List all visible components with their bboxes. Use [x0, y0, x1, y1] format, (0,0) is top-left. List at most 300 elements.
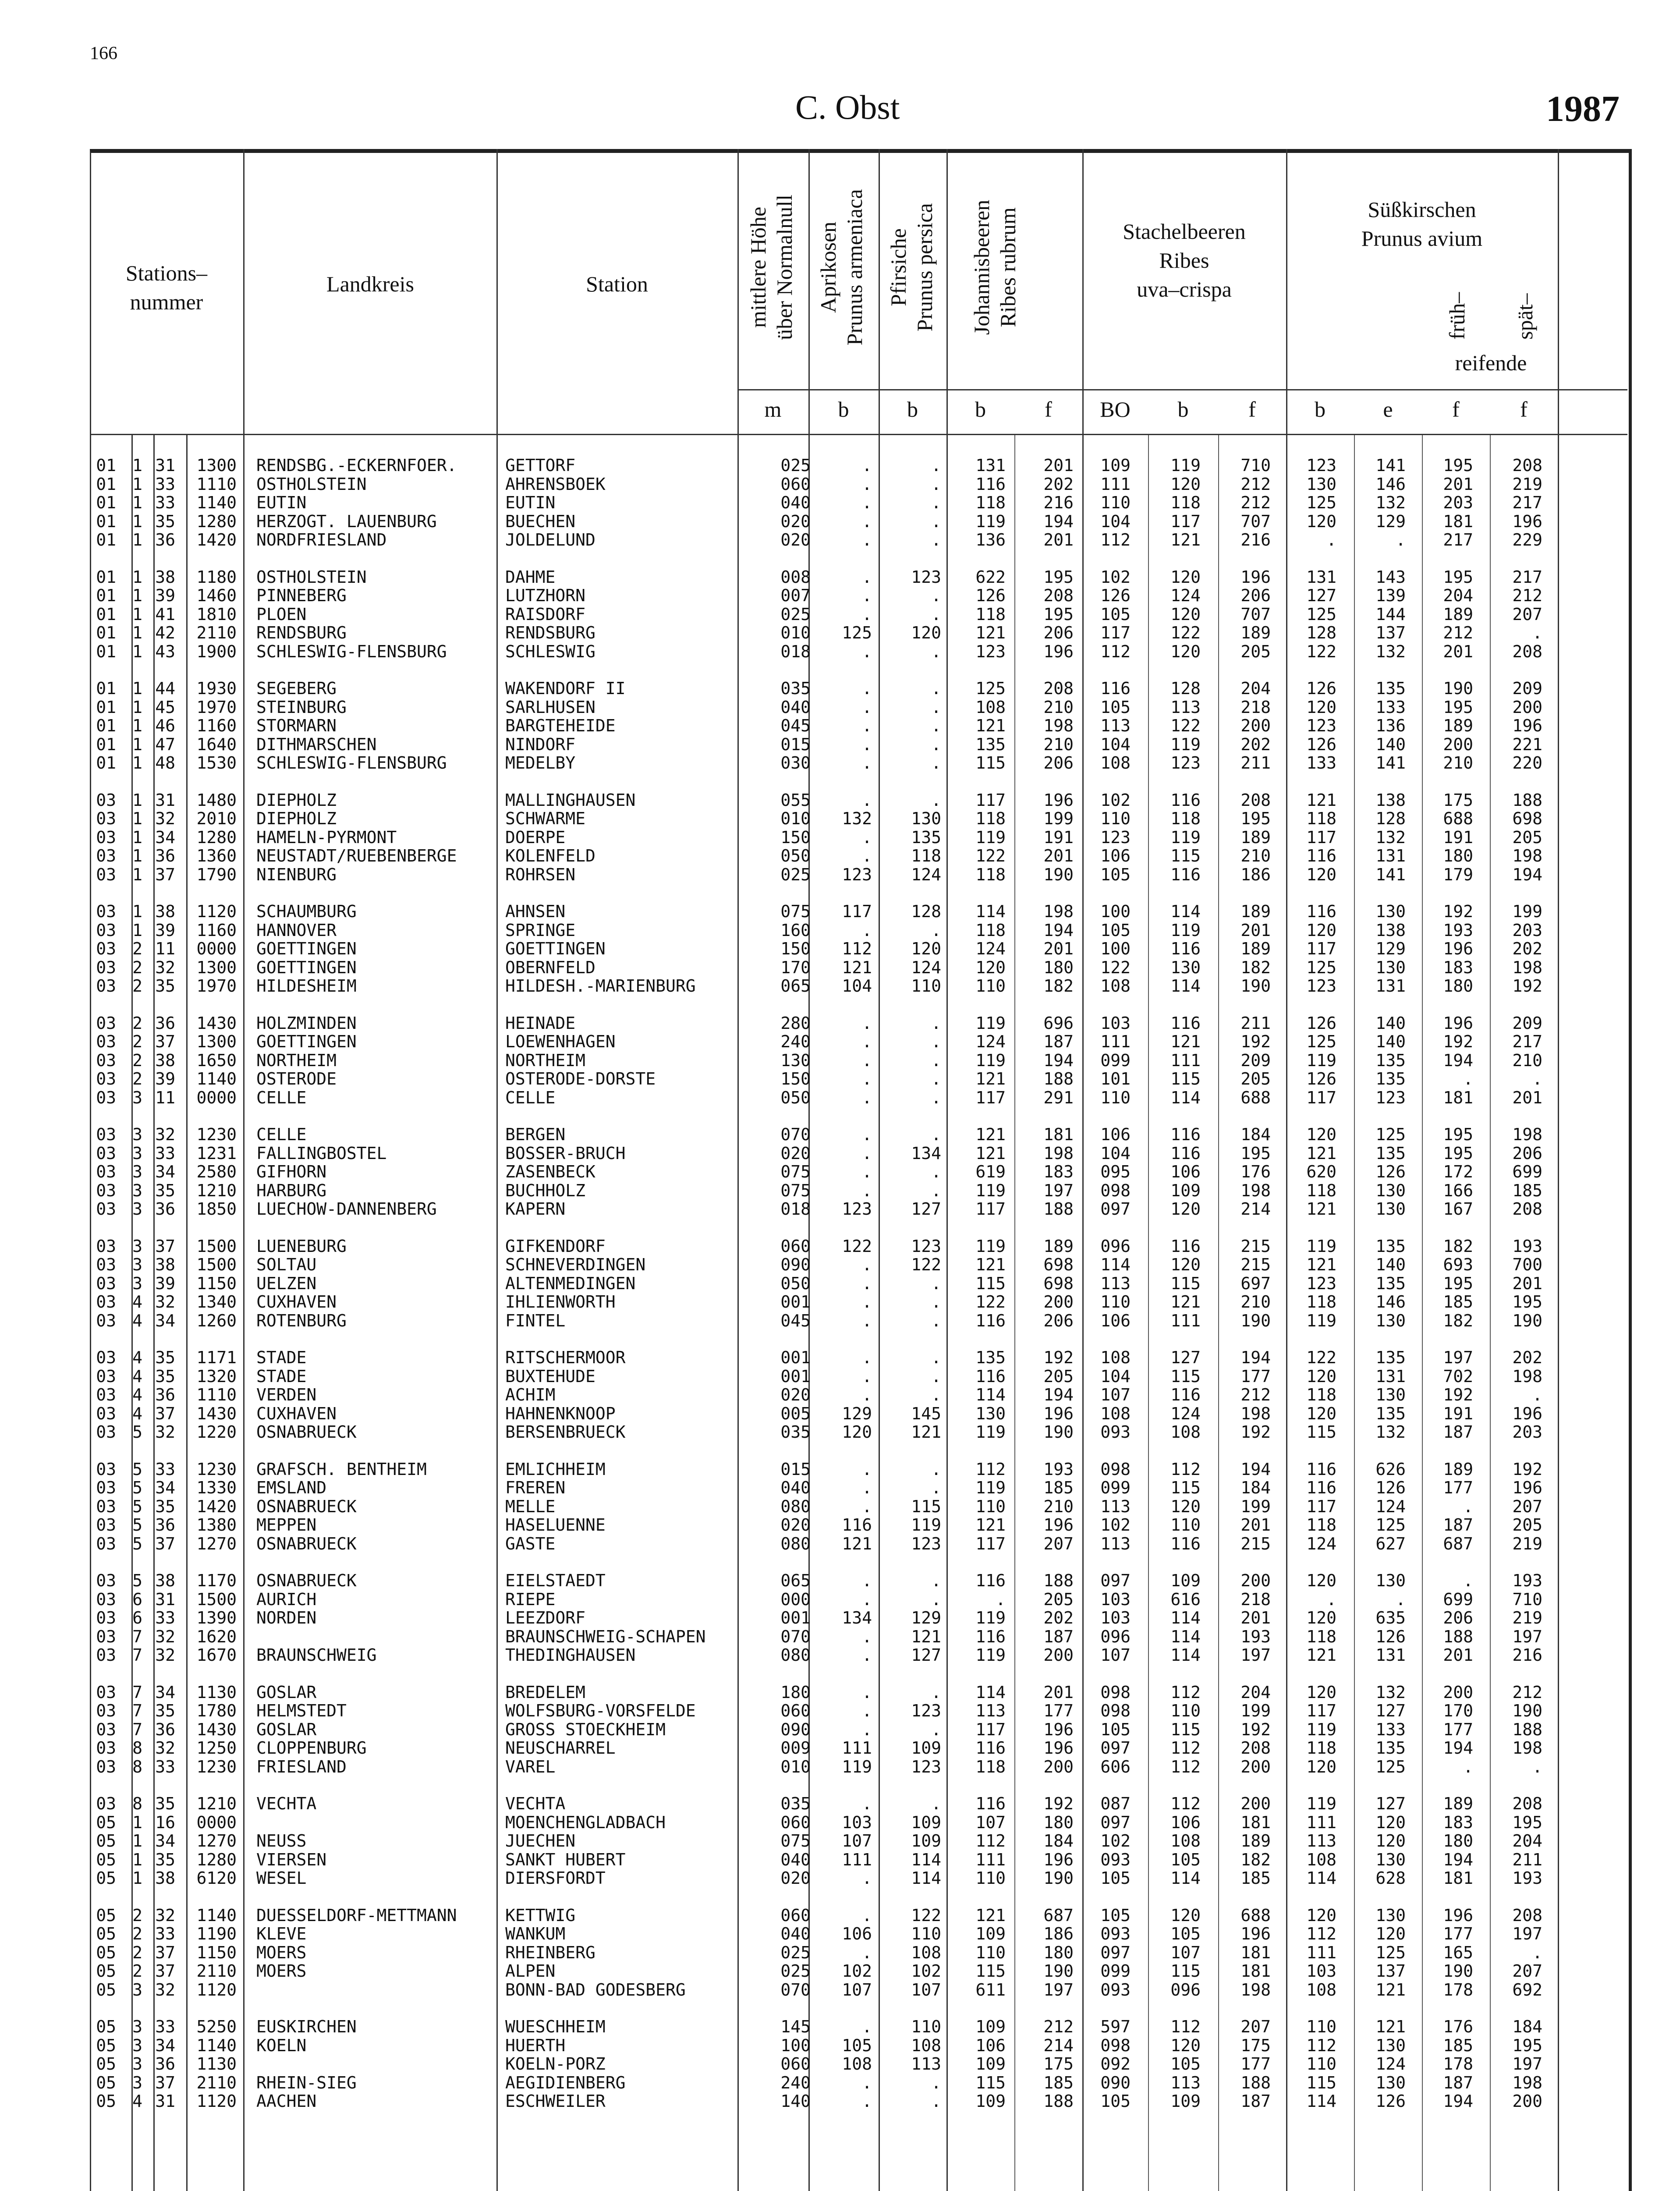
cell-station: AEGIDIENBERG	[505, 2073, 626, 2092]
cell-nr: 1210	[196, 1181, 237, 1200]
cell-land: 03	[96, 846, 116, 865]
table-row	[92, 1273, 1542, 1293]
cell-landkreis: DITHMARSCHEN	[256, 734, 377, 754]
cell-kirsch-b: 117	[1306, 1496, 1336, 1516]
cell-nr: 1430	[196, 1404, 237, 1423]
cell-station: HAHNENKNOOP	[505, 1404, 616, 1423]
cell-station: DIERSFORDT	[505, 1868, 606, 1888]
cell-stachel-b: 106	[1170, 1812, 1201, 1832]
cell-johannis-f: 202	[1043, 474, 1074, 494]
cell-kreis: 32	[155, 1645, 175, 1665]
cell-aprikosen: 105	[842, 2035, 872, 2055]
cell-pfirsiche: .	[931, 530, 941, 550]
cell-station: HILDESH.-MARIENBURG	[505, 976, 696, 996]
row-group	[92, 1459, 1542, 1553]
cell-station: NINDORF	[505, 734, 576, 754]
cell-aprikosen: .	[862, 1032, 872, 1051]
cell-bezirk: 7	[132, 1701, 142, 1720]
cell-johannis-f: 201	[1043, 846, 1074, 865]
cell-land: 05	[96, 1850, 116, 1869]
cell-stachel-b: 110	[1170, 1701, 1201, 1720]
cell-johannis-b: 611	[975, 1980, 1006, 2000]
cell-land: 03	[96, 1496, 116, 1516]
cell-johannis-b: 110	[975, 976, 1006, 996]
cell-hoehe: 040	[780, 493, 811, 512]
cell-pfirsiche: 113	[911, 2054, 941, 2074]
cell-johannis-f: 199	[1043, 809, 1074, 828]
cell-kreis: 37	[155, 1943, 175, 1962]
cell-landkreis: NORTHEIM	[256, 1050, 337, 1070]
cell-stachel-bo: 110	[1100, 809, 1131, 828]
cell-hoehe: 035	[780, 679, 811, 698]
cell-johannis-b: 117	[975, 790, 1006, 810]
cell-stachel-b: 120	[1170, 474, 1201, 494]
cell-stachel-f: 184	[1241, 1125, 1271, 1144]
cell-landkreis: STADE	[256, 1366, 307, 1386]
cell-pfirsiche: .	[931, 1311, 941, 1330]
cell-johannis-f: 208	[1043, 586, 1074, 605]
cell-kirsch-f2: 197	[1512, 1627, 1542, 1646]
cell-bezirk: 8	[132, 1738, 142, 1758]
cell-hoehe: 170	[780, 957, 811, 977]
cell-johannis-f: 206	[1043, 753, 1074, 773]
cell-station: GROSS STOECKHEIM	[505, 1719, 666, 1739]
cell-aprikosen: .	[862, 679, 872, 698]
cell-bezirk: 2	[132, 976, 142, 996]
cell-johannis-b: 622	[975, 567, 1006, 587]
page-number: 166	[90, 43, 117, 64]
table-row	[92, 586, 1542, 605]
cell-nr: 1120	[196, 2092, 237, 2111]
cell-kirsch-e: 135	[1375, 1236, 1406, 1256]
cell-johannis-f: 196	[1043, 642, 1074, 661]
cell-pfirsiche: 123	[911, 1534, 941, 1553]
cell-johannis-b: 115	[975, 1961, 1006, 1981]
cell-hoehe: 001	[780, 1608, 811, 1627]
cell-nr: 1231	[196, 1143, 237, 1163]
cell-kirsch-b: 120	[1306, 1682, 1336, 1702]
cell-stachel-bo: 102	[1100, 1515, 1131, 1535]
cell-johannis-b: 109	[975, 1924, 1006, 1943]
cell-pfirsiche: 123	[911, 1701, 941, 1720]
cell-stachel-bo: 096	[1100, 1236, 1131, 1256]
cell-kirsch-f2: 192	[1512, 976, 1542, 996]
cell-johannis-b: 113	[975, 1701, 1006, 1720]
table-row	[92, 939, 1542, 958]
cell-johannis-f: 200	[1043, 1292, 1074, 1312]
cell-johannis-b: 136	[975, 530, 1006, 550]
cell-pfirsiche: 102	[911, 1961, 941, 1981]
cell-kirsch-f2: 208	[1512, 1199, 1542, 1219]
row-group	[92, 1794, 1542, 1888]
cell-kirsch-e: 135	[1375, 1273, 1406, 1293]
cell-station: ALTENMEDINGEN	[505, 1273, 636, 1293]
cell-land: 03	[96, 1738, 116, 1758]
cell-bezirk: 5	[132, 1515, 142, 1535]
cell-hoehe: 001	[780, 1366, 811, 1386]
cell-landkreis: OSNABRUECK	[256, 1534, 357, 1553]
cell-hoehe: 007	[780, 586, 811, 605]
cell-kreis: 31	[155, 2092, 175, 2111]
cell-stachel-b: 118	[1170, 809, 1201, 828]
cell-pfirsiche: 119	[911, 1515, 941, 1535]
cell-pfirsiche: 115	[911, 1496, 941, 1516]
table-row	[92, 2073, 1542, 2092]
cell-kreis: 32	[155, 957, 175, 977]
cell-johannis-b: 116	[975, 1794, 1006, 1813]
cell-hoehe: 060	[780, 1701, 811, 1720]
cell-nr: 1320	[196, 1366, 237, 1386]
cell-kreis: 36	[155, 2054, 175, 2074]
cell-stachel-bo: 108	[1100, 1348, 1131, 1367]
cell-kirsch-b: 128	[1306, 623, 1336, 642]
cell-land: 01	[96, 753, 116, 773]
cell-kirsch-f1: 192	[1443, 902, 1473, 921]
cell-station: KOELN-PORZ	[505, 2054, 606, 2074]
cell-nr: 1530	[196, 753, 237, 773]
cell-johannis-b: 116	[975, 1627, 1006, 1646]
cell-kirsch-f1: 203	[1443, 493, 1473, 512]
header-landkreis: Landkreis	[326, 272, 414, 296]
cell-kirsch-f2: 206	[1512, 1143, 1542, 1163]
cell-aprikosen: .	[862, 1143, 872, 1163]
cell-landkreis: NEUSTADT/RUEBENBERGE	[256, 846, 457, 865]
table-row	[92, 1385, 1542, 1404]
cell-bezirk: 3	[132, 2054, 142, 2074]
cell-nr: 1150	[196, 1943, 237, 1962]
unit-kirsch-f1: f	[1452, 397, 1460, 422]
cell-stachel-bo: 105	[1100, 2092, 1131, 2111]
cell-kirsch-f1: 170	[1443, 1701, 1473, 1720]
table-row	[92, 1088, 1542, 1107]
cell-bezirk: 7	[132, 1719, 142, 1739]
cell-pfirsiche: 118	[911, 846, 941, 865]
cell-johannis-f: 190	[1043, 1961, 1074, 1981]
cell-johannis-b: 114	[975, 1385, 1006, 1404]
cell-aprikosen: .	[862, 1255, 872, 1274]
cell-bezirk: 4	[132, 1348, 142, 1367]
cell-station: SANKT HUBERT	[505, 1850, 626, 1869]
cell-kirsch-f1: 178	[1443, 1980, 1473, 2000]
cell-johannis-f: 200	[1043, 1757, 1074, 1776]
cell-aprikosen: .	[862, 567, 872, 587]
cell-station: CELLE	[505, 1088, 556, 1107]
cell-kirsch-e: 132	[1375, 827, 1406, 847]
header-suesskirschen: Süßkirschen Prunus avium	[1361, 197, 1483, 251]
cell-hoehe: 150	[780, 827, 811, 847]
table-row	[92, 567, 1542, 587]
cell-land: 05	[96, 2017, 116, 2036]
cell-bezirk: 2	[132, 1069, 142, 1088]
cell-land: 01	[96, 716, 116, 735]
cell-landkreis: OSTHOLSTEIN	[256, 474, 367, 494]
cell-hoehe: 240	[780, 1032, 811, 1051]
cell-kirsch-f2: 201	[1512, 1088, 1542, 1107]
table-row	[92, 1571, 1542, 1590]
cell-stachel-b: 120	[1170, 1199, 1201, 1219]
row-group	[92, 1125, 1542, 1219]
cell-kirsch-f1: 185	[1443, 1292, 1473, 1312]
cell-station: THEDINGHAUSEN	[505, 1645, 636, 1665]
cell-kreis: 34	[155, 1682, 175, 1702]
cell-aprikosen: .	[862, 1571, 872, 1590]
cell-kirsch-e: 131	[1375, 1366, 1406, 1386]
cell-kirsch-b: 120	[1306, 1366, 1336, 1386]
cell-johannis-b: 117	[975, 1719, 1006, 1739]
cell-stachel-bo: 103	[1100, 1608, 1131, 1627]
cell-land: 03	[96, 1366, 116, 1386]
cell-station: MOENCHENGLADBACH	[505, 1812, 666, 1832]
cell-kirsch-f1: 693	[1443, 1255, 1473, 1274]
cell-aprikosen: .	[862, 1682, 872, 1702]
cell-bezirk: 1	[132, 679, 142, 698]
cell-hoehe: 080	[780, 1645, 811, 1665]
cell-kirsch-f1: 189	[1443, 716, 1473, 735]
cell-johannis-b: 131	[975, 456, 1006, 475]
cell-hoehe: 035	[780, 1422, 811, 1442]
cell-bezirk: 1	[132, 865, 142, 884]
cell-stachel-bo: 104	[1100, 511, 1131, 531]
cell-kirsch-f1: 196	[1443, 1013, 1473, 1033]
cell-kirsch-b: 123	[1306, 976, 1336, 996]
cell-hoehe: 040	[780, 1924, 811, 1943]
cell-land: 03	[96, 1125, 116, 1144]
cell-stachel-f: 189	[1241, 623, 1271, 642]
header-rule	[737, 389, 1627, 390]
cell-johannis-b: 118	[975, 1757, 1006, 1776]
cell-bezirk: 4	[132, 1404, 142, 1423]
cell-stachel-f: 181	[1241, 1812, 1271, 1832]
cell-kirsch-e: 128	[1375, 809, 1406, 828]
unit-aprikosen: b	[838, 397, 849, 422]
cell-kirsch-f1: 180	[1443, 846, 1473, 865]
cell-land: 03	[96, 920, 116, 940]
cell-aprikosen: .	[862, 1385, 872, 1404]
cell-bezirk: 1	[132, 604, 142, 624]
cell-land: 03	[96, 1515, 116, 1535]
cell-kirsch-e: 130	[1375, 1199, 1406, 1219]
cell-aprikosen: 123	[842, 865, 872, 884]
cell-kirsch-f2: 203	[1512, 1422, 1542, 1442]
cell-landkreis: ROTENBURG	[256, 1311, 347, 1330]
cell-kirsch-e: 125	[1375, 1515, 1406, 1535]
cell-kirsch-e: 126	[1375, 1162, 1406, 1181]
cell-kirsch-f2: .	[1532, 1385, 1542, 1404]
row-group	[92, 1905, 1542, 2000]
cell-johannis-f: 181	[1043, 1125, 1074, 1144]
cell-kirsch-f1: 200	[1443, 1682, 1473, 1702]
cell-nr: 1500	[196, 1255, 237, 1274]
cell-kirsch-e: 140	[1375, 1013, 1406, 1033]
cell-stachel-bo: 093	[1100, 1980, 1131, 2000]
cell-kirsch-e: 126	[1375, 1627, 1406, 1646]
cell-kirsch-e: 131	[1375, 976, 1406, 996]
cell-station: MALLINGHAUSEN	[505, 790, 636, 810]
cell-stachel-b: 115	[1170, 1069, 1201, 1088]
cell-landkreis: RENDSBURG	[256, 623, 347, 642]
cell-land: 05	[96, 1868, 116, 1888]
table-row	[92, 1608, 1542, 1627]
cell-stachel-b: 120	[1170, 1496, 1201, 1516]
cell-stachel-b: 108	[1170, 1422, 1201, 1442]
cell-nr: 1360	[196, 846, 237, 865]
cell-land: 03	[96, 1645, 116, 1665]
unit-kirsch-e: e	[1383, 397, 1393, 422]
cell-bezirk: 5	[132, 1496, 142, 1516]
cell-landkreis: GOSLAR	[256, 1682, 317, 1702]
cell-stachel-f: 199	[1241, 1496, 1271, 1516]
cell-johannis-f: 194	[1043, 1385, 1074, 1404]
cell-hoehe: 001	[780, 1348, 811, 1367]
cell-stachel-bo: 114	[1100, 1255, 1131, 1274]
cell-johannis-b: 121	[975, 623, 1006, 642]
cell-land: 01	[96, 586, 116, 605]
cell-johannis-f: 194	[1043, 1050, 1074, 1070]
cell-landkreis: OSTHOLSTEIN	[256, 567, 367, 587]
cell-kreis: 32	[155, 1125, 175, 1144]
cell-stachel-bo: 113	[1100, 1273, 1131, 1293]
cell-station: WOLFSBURG-VORSFELDE	[505, 1701, 696, 1720]
cell-stachel-b: 115	[1170, 1719, 1201, 1739]
cell-pfirsiche: .	[931, 790, 941, 810]
cell-hoehe: 020	[780, 511, 811, 531]
cell-hoehe: 060	[780, 1236, 811, 1256]
cell-johannis-f: 200	[1043, 1645, 1074, 1665]
cell-johannis-f: 208	[1043, 679, 1074, 698]
unit-stachel-f: f	[1248, 397, 1256, 422]
cell-station: ZASENBECK	[505, 1162, 595, 1181]
cell-johannis-f: 180	[1043, 1943, 1074, 1962]
cell-kirsch-b: 117	[1306, 827, 1336, 847]
cell-kirsch-f1: 217	[1443, 530, 1473, 550]
cell-aprikosen: 107	[842, 1831, 872, 1851]
cell-kirsch-b: 122	[1306, 642, 1336, 661]
cell-kirsch-e: 135	[1375, 1348, 1406, 1367]
cell-aprikosen: .	[862, 1943, 872, 1962]
cell-hoehe: 000	[780, 1589, 811, 1609]
cell-kirsch-f2: 217	[1512, 567, 1542, 587]
cell-stachel-b: 105	[1170, 1850, 1201, 1869]
cell-station: LOEWENHAGEN	[505, 1032, 616, 1051]
cell-stachel-f: 205	[1241, 1069, 1271, 1088]
cell-landkreis: UELZEN	[256, 1273, 317, 1293]
cell-landkreis: CELLE	[256, 1125, 307, 1144]
cell-stachel-bo: 095	[1100, 1162, 1131, 1181]
cell-johannis-b: 120	[975, 957, 1006, 977]
cell-bezirk: 2	[132, 1924, 142, 1943]
cell-kirsch-e: 137	[1375, 623, 1406, 642]
cell-johannis-f: 185	[1043, 1478, 1074, 1497]
cell-kirsch-f2: 207	[1512, 604, 1542, 624]
cell-hoehe: 050	[780, 1273, 811, 1293]
cell-land: 05	[96, 2054, 116, 2074]
cell-land: 03	[96, 1273, 116, 1293]
cell-aprikosen: .	[862, 1589, 872, 1609]
cell-stachel-f: 200	[1241, 716, 1271, 735]
cell-stachel-b: 111	[1170, 1311, 1201, 1330]
cell-kreis: 38	[155, 1050, 175, 1070]
cell-aprikosen: 111	[842, 1850, 872, 1869]
cell-station: BUXTEHUDE	[505, 1366, 595, 1386]
cell-stachel-bo: 104	[1100, 734, 1131, 754]
cell-johannis-b: 116	[975, 474, 1006, 494]
cell-stachel-f: 198	[1241, 1980, 1271, 2000]
cell-stachel-f: 201	[1241, 920, 1271, 940]
cell-kreis: 37	[155, 865, 175, 884]
cell-hoehe: 070	[780, 1980, 811, 2000]
cell-kirsch-f2: 204	[1512, 1831, 1542, 1851]
cell-stachel-f: 189	[1241, 1831, 1271, 1851]
cell-kirsch-b: 111	[1306, 1812, 1336, 1832]
cell-aprikosen: .	[862, 1088, 872, 1107]
cell-pfirsiche: .	[931, 716, 941, 735]
cell-hoehe: 065	[780, 976, 811, 996]
cell-stachel-bo: 098	[1100, 1682, 1131, 1702]
cell-bezirk: 2	[132, 1943, 142, 1962]
cell-kirsch-f2: 219	[1512, 1608, 1542, 1627]
cell-kirsch-f2: 197	[1512, 1924, 1542, 1943]
cell-station: KAPERN	[505, 1199, 566, 1219]
cell-nr: 1300	[196, 1032, 237, 1051]
cell-aprikosen: .	[862, 1050, 872, 1070]
cell-kreis: 39	[155, 1273, 175, 1293]
cell-land: 03	[96, 1701, 116, 1720]
cell-kirsch-b: 114	[1306, 1868, 1336, 1888]
cell-kirsch-e: 130	[1375, 1181, 1406, 1200]
cell-johannis-b: 121	[975, 1125, 1006, 1144]
cell-bezirk: 3	[132, 1162, 142, 1181]
table-row	[92, 1292, 1542, 1312]
cell-station: DAHME	[505, 567, 556, 587]
cell-kirsch-e: 132	[1375, 642, 1406, 661]
cell-landkreis: FALLINGBOSTEL	[256, 1143, 387, 1163]
cell-station: OBERNFELD	[505, 957, 595, 977]
cell-landkreis: OSNABRUECK	[256, 1422, 357, 1442]
cell-kirsch-f1: 204	[1443, 586, 1473, 605]
cell-kreis: 32	[155, 1980, 175, 2000]
cell-bezirk: 1	[132, 642, 142, 661]
cell-kreis: 48	[155, 753, 175, 773]
cell-kirsch-e: 130	[1375, 1905, 1406, 1925]
cell-kirsch-f2: 200	[1512, 697, 1542, 717]
cell-kirsch-b: 120	[1306, 1757, 1336, 1776]
cell-pfirsiche: .	[931, 1181, 941, 1200]
cell-nr: 1110	[196, 1385, 237, 1404]
cell-stachel-bo: 102	[1100, 1831, 1131, 1851]
cell-kirsch-f2: 209	[1512, 1013, 1542, 1033]
cell-stachel-bo: 100	[1100, 939, 1131, 958]
cell-stachel-f: 189	[1241, 939, 1271, 958]
cell-kirsch-f2: 202	[1512, 939, 1542, 958]
cell-station: MEDELBY	[505, 753, 576, 773]
cell-kreis: 37	[155, 1534, 175, 1553]
cell-johannis-f: 210	[1043, 697, 1074, 717]
cell-johannis-f: 198	[1043, 716, 1074, 735]
cell-aprikosen: .	[862, 2092, 872, 2111]
cell-hoehe: 060	[780, 1905, 811, 1925]
cell-kirsch-f1: 181	[1443, 511, 1473, 531]
table-row	[92, 1868, 1542, 1888]
cell-johannis-f: 187	[1043, 1627, 1074, 1646]
row-group	[92, 1236, 1542, 1330]
cell-johannis-b: 119	[975, 1478, 1006, 1497]
cell-stachel-f: 211	[1241, 753, 1271, 773]
cell-land: 05	[96, 1943, 116, 1962]
cell-landkreis: FRIESLAND	[256, 1757, 347, 1776]
cell-kirsch-e: 130	[1375, 2035, 1406, 2055]
cell-nr: 1270	[196, 1831, 237, 1851]
cell-kirsch-e: 121	[1375, 1980, 1406, 2000]
